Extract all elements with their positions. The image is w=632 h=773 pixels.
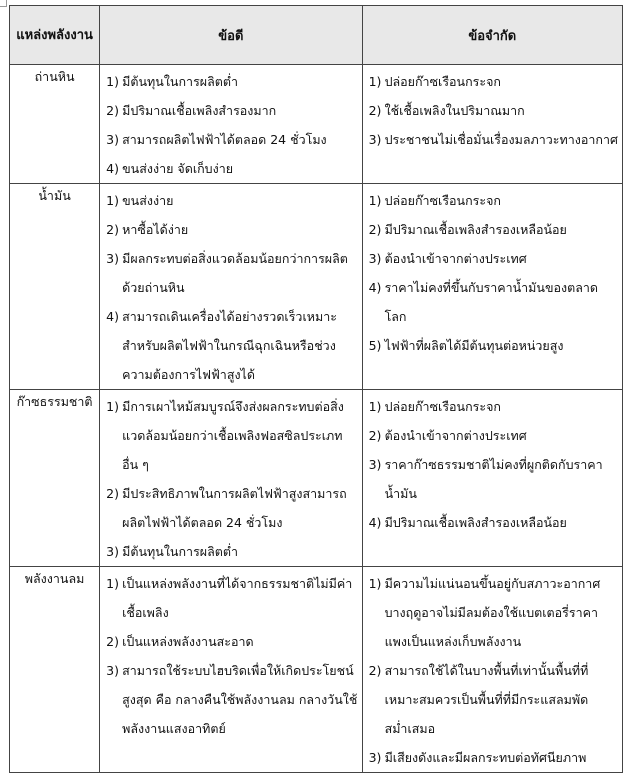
item-text: ปล่อยก๊าซเรือนกระจก [384, 399, 501, 414]
table-header-row [10, 6, 623, 65]
item-number: 3) [368, 457, 382, 472]
item-text: ปล่อยก๊าซเรือนกระจก [384, 193, 501, 208]
item-text: สามารถเดินเครื่องได้อย่างรวดเร็วเหมาะสำหรับผลิตไฟฟ้าในกรณีฉุกเฉินหรือช่วงความต้องการไฟฟ้าสูงได้ [122, 309, 337, 382]
list-item [106, 392, 357, 479]
item-text: มีความไม่แน่นอนขึ้นอยู่กับสภาวะอากาศบางฤดูอาจไม่มีลมต้องใช้แบตเตอรี่ราคาแพงเป็นแหล่งเก็บพลังงาน [384, 576, 601, 649]
list-item [369, 244, 618, 273]
item-text: มีต้นทุนในการผลิตต่ำ [122, 74, 239, 89]
item-number: 3) [106, 663, 119, 678]
item-number: 2) [368, 663, 382, 678]
item-text: ขนส่งง่าย [122, 193, 174, 208]
item-number: 4) [106, 161, 119, 176]
item-number: 1) [106, 193, 119, 208]
item-text: ประชาชนไม่เชื่อมั่นเรื่องมลภาวะทางอากาศ [384, 132, 618, 147]
item-number: 3) [368, 132, 382, 147]
item-text: มีผลกระทบต่อสิ่งแวดล้อมน้อยกว่าการผลิตด้วยถ่านหิน [122, 251, 348, 295]
item-text: ขนส่งง่าย จัดเก็บง่าย [122, 161, 234, 176]
item-text: สามารถใช้ระบบไฮบริดเพื่อให้เกิดประโยชน์สูงสุด คือ กลางคืนใช้พลังงานลม กลางวันใช้พลังงานแสงอาทิตย์ [122, 663, 358, 736]
item-text: ปล่อยก๊าซเรือนกระจก [384, 74, 501, 89]
item-number: 2) [368, 103, 382, 118]
source-cell: ถ่านหิน [10, 65, 100, 184]
source-cell: น้ำมัน [10, 184, 100, 390]
item-number: 3) [368, 750, 382, 765]
limitations-cell [362, 390, 622, 567]
item-number: 3) [106, 544, 119, 559]
item-number: 3) [368, 251, 382, 266]
item-number: 1) [106, 576, 119, 591]
header-advantages: ข้อดี [100, 6, 362, 65]
header-limitations: ข้อจำกัด [362, 6, 622, 65]
item-text: ราคาก๊าซธรรมชาติไม่คงที่ผูกติดกับราคาน้ำมัน [384, 457, 603, 501]
item-text: มีการเผาไหม้สมบูรณ์จึงส่งผลกระทบต่อสิ่งแวดล้อมน้อยกว่าเชื้อเพลิงฟอสซิลประเภทอื่น ๆ [122, 399, 344, 472]
limitations-cell [362, 65, 622, 184]
item-number: 2) [106, 634, 119, 649]
item-number: 1) [368, 576, 382, 591]
advantages-cell [100, 184, 362, 390]
item-text: ต้องนำเข้าจากต่างประเทศ [384, 251, 527, 266]
item-number: 2) [368, 222, 382, 237]
list-item [106, 627, 357, 656]
list-item [369, 508, 618, 537]
list-item [106, 302, 357, 389]
item-text: เป็นแหล่งพลังงานที่ได้จากธรรมชาติไม่มีค่าเชื้อเพลิง [122, 576, 353, 620]
advantages-cell [100, 390, 362, 567]
item-number: 2) [106, 486, 119, 501]
item-text: ใช้เชื้อเพลิงในปริมาณมาก [384, 103, 525, 118]
table-row [10, 390, 623, 567]
item-text: เป็นแหล่งพลังงานสะอาด [122, 634, 254, 649]
item-text: หาซื้อได้ง่าย [122, 222, 189, 237]
item-number: 1) [106, 74, 119, 89]
list-item [369, 67, 618, 96]
item-text: สามารถใช้ได้ในบางพื้นที่เท่านั้นพื้นที่ที่เหมาะสมควรเป็นพื้นที่ที่มีกระแสลมพัดสม่ำเสมอ [384, 663, 589, 736]
list-item [369, 215, 618, 244]
item-text: มีต้นทุนในการผลิตต่ำ [122, 544, 239, 559]
list-item [369, 743, 618, 772]
table-row [10, 184, 623, 390]
list-item [106, 569, 357, 627]
table-row [10, 65, 623, 184]
item-number: 5) [368, 338, 382, 353]
list-item [106, 479, 357, 537]
list-item [369, 186, 618, 215]
list-item [369, 125, 618, 154]
list-item [369, 392, 618, 421]
item-number: 3) [106, 251, 119, 266]
item-text: มีปริมาณเชื้อเพลิงสำรองเหลือน้อย [384, 515, 567, 530]
table-row [10, 567, 623, 773]
list-item [369, 569, 618, 656]
source-cell: พลังงานลม [10, 567, 100, 773]
list-item [106, 67, 357, 96]
item-text: มีประสิทธิภาพในการผลิตไฟฟ้าสูงสามารถผลิตไฟฟ้าได้ตลอด 24 ชั่วโมง [122, 486, 347, 530]
advantages-cell [100, 65, 362, 184]
item-number: 1) [368, 193, 382, 208]
item-number: 4) [368, 280, 382, 295]
list-item [369, 331, 618, 360]
list-item [369, 96, 618, 125]
list-item [106, 215, 357, 244]
list-item [106, 96, 357, 125]
item-number: 2) [106, 103, 119, 118]
list-item [106, 656, 357, 743]
item-number: 2) [106, 222, 119, 237]
page-corner-mark [0, 0, 7, 7]
list-item [106, 154, 357, 183]
header-source: แหล่งพลังงาน [10, 6, 100, 65]
list-item [106, 125, 357, 154]
item-text: ราคาไม่คงที่ขึ้นกับราคาน้ำมันของตลาดโลก [384, 280, 599, 324]
list-item [106, 186, 357, 215]
item-text: มีเสียงดังและมีผลกระทบต่อทัศนียภาพ [384, 750, 587, 765]
item-text: มีปริมาณเชื้อเพลิงสำรองเหลือน้อย [384, 222, 567, 237]
list-item [369, 656, 618, 743]
item-number: 4) [106, 309, 119, 324]
item-number: 2) [368, 428, 382, 443]
list-item [369, 450, 618, 508]
item-text: สามารถผลิตไฟฟ้าได้ตลอด 24 ชั่วโมง [122, 132, 327, 147]
list-item [106, 244, 357, 302]
item-text: ต้องนำเข้าจากต่างประเทศ [384, 428, 527, 443]
item-number: 4) [368, 515, 382, 530]
item-number: 1) [368, 74, 382, 89]
list-item [369, 273, 618, 331]
limitations-cell [362, 184, 622, 390]
energy-comparison-table [9, 5, 623, 773]
item-number: 1) [368, 399, 382, 414]
limitations-cell [362, 567, 622, 773]
source-cell: ก๊าซธรรมชาติ [10, 390, 100, 567]
advantages-cell [100, 567, 362, 773]
item-number: 3) [106, 132, 119, 147]
item-text: มีปริมาณเชื้อเพลิงสำรองมาก [122, 103, 277, 118]
item-number: 1) [106, 399, 119, 414]
item-text: ไฟฟ้าที่ผลิตได้มีต้นทุนต่อหน่วยสูง [384, 338, 564, 353]
list-item [106, 537, 357, 566]
list-item [369, 421, 618, 450]
